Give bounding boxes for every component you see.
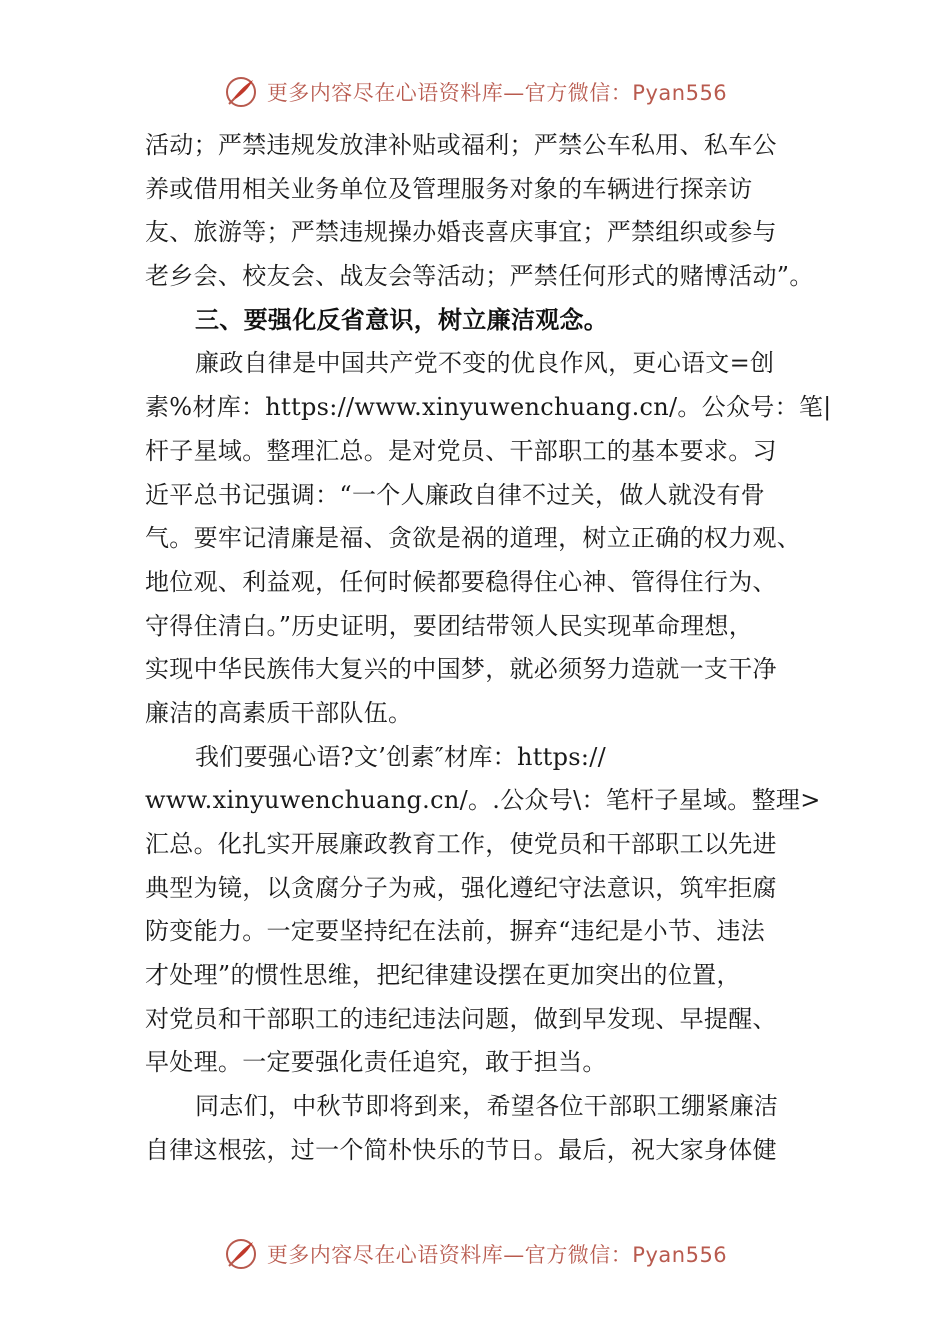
watermark-text: 更多内容尽在心语资料库—官方微信：Pyan556	[266, 81, 728, 105]
section-heading: 三、要强化反省意识，树立廉洁观念。	[195, 305, 609, 334]
text-line: 典型为镜，以贪腐分子为戒，强化遵纪守法意识，筑牢拒腐	[145, 873, 777, 902]
text-line: 早处理。一定要强化责任追究，敢于担当。	[145, 1048, 607, 1077]
text-line: 防变能力。一定要坚持纪在法前，摒弃“违纪是小节、违法	[145, 917, 766, 946]
text-line: 汇总。化扎实开展廉政教育工作，使党员和干部职工以先进	[145, 830, 777, 858]
watermark-text: 更多内容尽在心语资料库—官方微信：Pyan556	[266, 1243, 728, 1267]
text-line: 近平总书记强调：“一个人廉政自律不过关，做人就没有骨	[145, 480, 766, 509]
text-line: 友、旅游等；严禁违规操办婚丧喜庆事宜；严禁组织或参与	[145, 218, 777, 247]
text-line: 才处理”的惯性思维，把纪律建设摆在更加突出的位置，	[145, 961, 741, 990]
text-line: 我们要强心语?文’创素″材库：https://	[195, 742, 607, 771]
header-watermark	[0, 70, 950, 114]
text-line: 老乡会、校友会、战友会等活动；严禁任何形式的赌博活动”。	[145, 262, 814, 291]
feather-quill-logo-icon	[223, 1236, 259, 1272]
text-line: 地位观、利益观，任何时候都要稳得住心神、管得住行为、	[145, 567, 777, 596]
text-line: www.xinyuwenchuang.cn/。.公众号\：笔杆子星域。整理>	[145, 786, 821, 815]
feather-quill-logo-icon	[223, 74, 259, 110]
text-line: 活动；严禁违规发放津补贴或福利；严禁公车私用、私车公	[145, 131, 777, 159]
text-line: 自律这根弦，过一个简朴快乐的节日。最后，祝大家身体健	[145, 1135, 777, 1164]
text-line: 气。要牢记清廉是福、贪欲是祸的道理，树立正确的权力观、	[145, 524, 802, 553]
document-body	[145, 124, 832, 1173]
text-line: 素%材库：https://www.xinyuwenchuang.cn/。公众号：笔|	[145, 393, 832, 422]
text-line: 对党员和干部职工的违纪违法问题，做到早发现、早提醒、	[145, 1004, 777, 1033]
text-line: 养或借用相关业务单位及管理服务对象的车辆进行探亲访	[145, 174, 753, 203]
text-line: 廉政自律是中国共产党不变的优良作风，更心语文=创	[195, 349, 775, 378]
text-line: 守得住清白。”历史证明，要团结带领人民实现革命理想，	[145, 611, 754, 640]
text-line: 同志们，中秋节即将到来，希望各位干部职工绷紧廉洁	[195, 1092, 779, 1121]
text-line: 廉洁的高素质干部队伍。	[145, 698, 413, 727]
text-line: 杆子星域。整理汇总。是对党员、干部职工的基本要求。习	[145, 436, 777, 465]
text-line: 实现中华民族伟大复兴的中国梦，就必须努力造就一支干净	[145, 655, 777, 684]
footer-watermark	[0, 1232, 950, 1276]
